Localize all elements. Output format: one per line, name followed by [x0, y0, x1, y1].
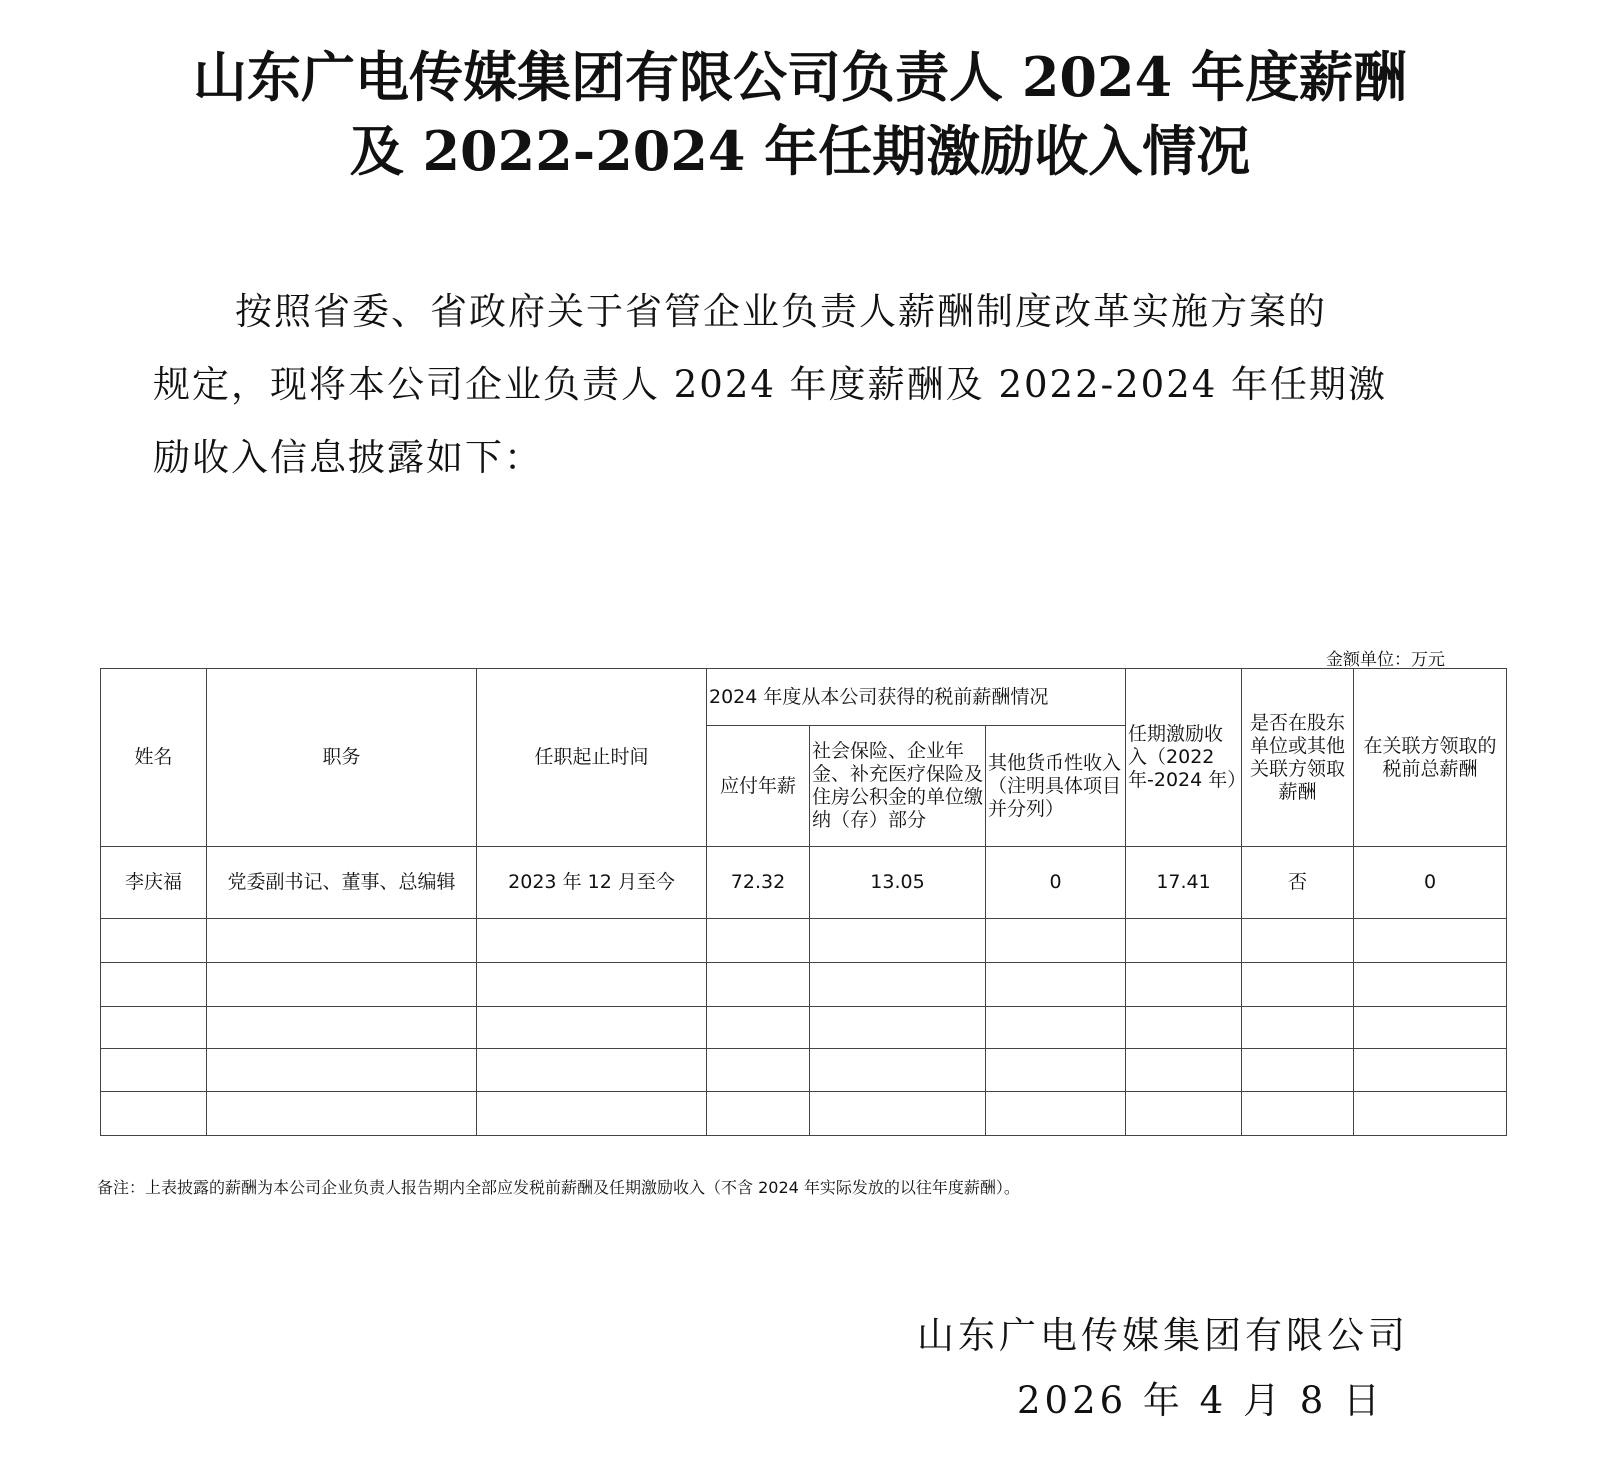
cell-social-insurance: 13.05 [810, 847, 986, 919]
header-name: 姓名 [101, 669, 207, 847]
cell-term-incentive: 17.41 [1126, 847, 1242, 919]
table-row [101, 847, 1507, 919]
header-annual-pay: 应付年薪 [707, 726, 810, 847]
intro-paragraph [153, 275, 1453, 494]
signature-date: 2026 年 4 月 8 日 [1017, 1379, 1385, 1422]
intro-line-3: 励收入信息披露如下： [153, 436, 543, 479]
table-row-empty [101, 1049, 1507, 1092]
cell-position: 党委副书记、董事、总编辑 [207, 847, 477, 919]
header-row-1 [101, 669, 1507, 726]
header-social-insurance: 社会保险、企业年金、补充医疗保险及住房公积金的单位缴纳（存）部分 [810, 726, 986, 847]
header-term-incentive: 任期激励收入（2022 年-2024 年） [1126, 669, 1242, 847]
table-row-empty [101, 963, 1507, 1007]
document-title [0, 40, 1600, 188]
table-row-empty [101, 919, 1507, 963]
cell-related-pay: 0 [1354, 847, 1507, 919]
title-line-2: 及 2022-2024 年任期激励收入情况 [349, 119, 1251, 183]
header-related-pay: 在关联方领取的税前总薪酬 [1354, 669, 1507, 847]
cell-tenure: 2023 年 12 月至今 [477, 847, 707, 919]
header-position: 职务 [207, 669, 477, 847]
cell-annual-pay: 72.32 [707, 847, 810, 919]
cell-shareholder-pay: 否 [1242, 847, 1354, 919]
intro-line-1: 按照省委、省政府关于省管企业负责人薪酬制度改革实施方案的 [235, 290, 1327, 333]
table-note: 备注：上表披露的薪酬为本公司企业负责人报告期内全部应发税前薪酬及任期激励收入（不含 2024 年实际发放的以往年度薪酬）。 [97, 1178, 1020, 1197]
header-tenure: 任职起止时间 [477, 669, 707, 847]
cell-other-income: 0 [986, 847, 1126, 919]
signature-company: 山东广电传媒集团有限公司 [917, 1314, 1409, 1357]
header-other-income: 其他货币性收入（注明具体项目并分列） [986, 726, 1126, 847]
title-line-1: 山东广电传媒集团有限公司负责人 2024 年度薪酬 [193, 45, 1407, 109]
intro-line-2: 规定，现将本公司企业负责人 2024 年度薪酬及 2022-2024 年任期激 [153, 363, 1388, 406]
cell-name: 李庆福 [101, 847, 207, 919]
header-shareholder-pay: 是否在股东单位或其他关联方领取薪酬 [1242, 669, 1354, 847]
compensation-table [100, 668, 1507, 1136]
header-2024-group: 2024 年度从本公司获得的税前薪酬情况 [707, 669, 1126, 726]
unit-label: 金额单位：万元 [1326, 650, 1445, 670]
table-row-empty [101, 1007, 1507, 1049]
table-row-empty [101, 1092, 1507, 1136]
